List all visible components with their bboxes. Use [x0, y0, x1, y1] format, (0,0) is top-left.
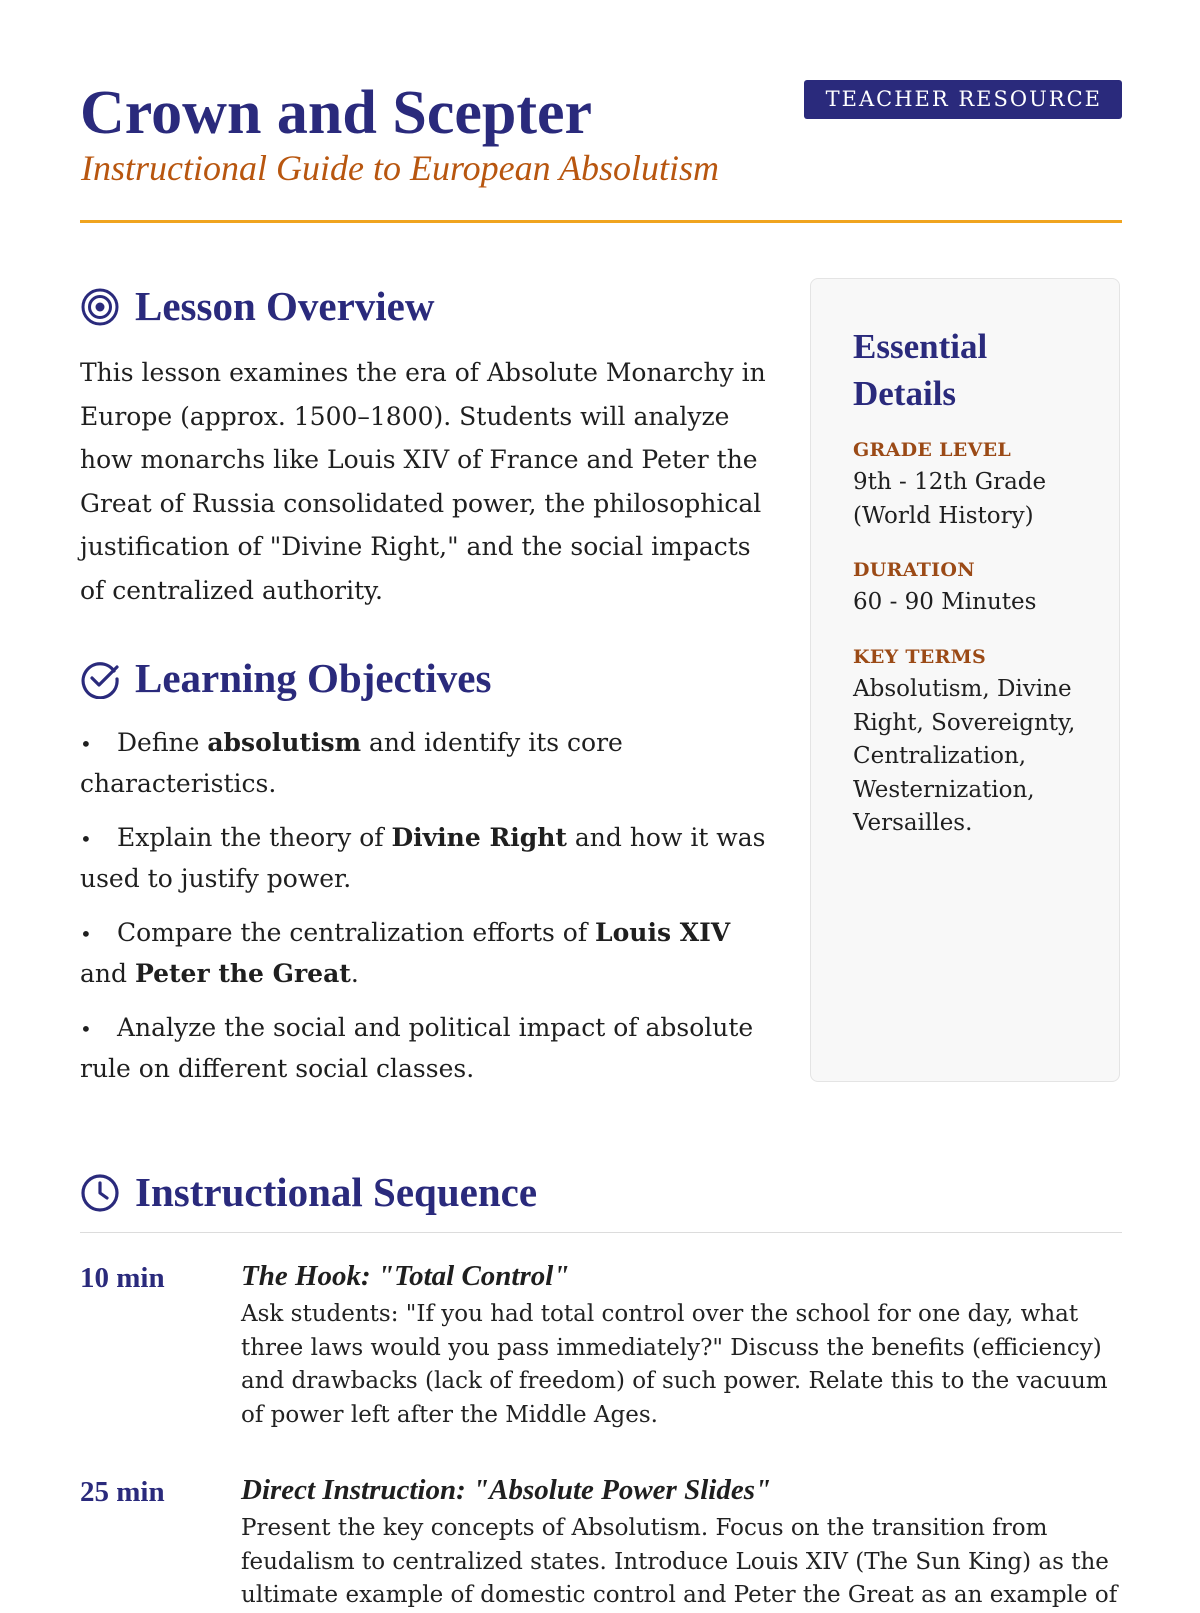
lesson-overview-heading	[80, 283, 435, 329]
learning-objectives-heading-text: Learning Objectives	[135, 655, 492, 701]
learning-objectives-list	[80, 723, 770, 1103]
check-circle-icon	[80, 659, 120, 699]
duration-label: DURATION	[853, 559, 975, 581]
instructional-sequence-heading-text: Instructional Sequence	[135, 1169, 538, 1215]
step-description: Present the key concepts of Absolutism. Focus on the transition from feudalism to centralized states. Introduce Louis XIV (The Sun King) as the ultimate example of domestic control and Peter the Great as an example of	[241, 1515, 1118, 1608]
objective-item: • Analyze the social and political impact of absolute rule on different social classes.	[80, 1013, 754, 1083]
page-title: Crown and Scepter	[80, 79, 593, 147]
page-subtitle: Instructional Guide to European Absolutism	[81, 148, 719, 188]
grade-level-label: GRADE LEVEL	[853, 439, 1012, 461]
sequence-divider	[80, 1232, 1122, 1233]
objective-item: • Compare the centralization efforts of Louis XIV and Peter the Great.	[80, 918, 731, 988]
step-description: Ask students: "If you had total control over the school for one day, what three laws would you pass immediately?" Discuss the benefits (efficiency) and drawbacks (lack of freedom) of such power. Relate this to the vacuum of power left after the Middle Ages.	[241, 1301, 1108, 1428]
key-terms-value: Absolutism, Divine Right, Sovereignty, Centralization, Westernization, Versailles.	[853, 676, 1076, 836]
step-time: 10 min	[80, 1262, 165, 1294]
objective-item: • Define absolutism and identify its core characteristics.	[80, 728, 623, 798]
teacher-resource-badge: TEACHER RESOURCE	[804, 80, 1122, 119]
lesson-overview-heading-text: Lesson Overview	[135, 283, 435, 329]
target-icon	[80, 287, 120, 327]
lesson-overview-text: This lesson examines the era of Absolute Monarchy in Europe (approx. 1500–1800). Students will analyze how monarchs like Louis XIV of France and Peter the Great of Russia consolidated power, the philosophical justification of "Divine Right," and the social impacts of centralized authority.	[80, 358, 766, 605]
learning-objectives-heading	[80, 655, 492, 701]
essential-details-card	[810, 278, 1120, 1082]
header-divider	[80, 220, 1122, 223]
grade-level-value: 9th - 12th Grade (World History)	[853, 469, 1047, 529]
step-title: The Hook: "Total Control"	[241, 1260, 570, 1292]
instructional-sequence-heading	[80, 1169, 538, 1215]
duration-value: 60 - 90 Minutes	[853, 589, 1037, 615]
step-time: 25 min	[80, 1476, 165, 1508]
objective-item: • Explain the theory of Divine Right and how it was used to justify power.	[80, 823, 766, 893]
step-title: Direct Instruction: "Absolute Power Slides"	[241, 1474, 772, 1506]
clock-icon	[80, 1173, 120, 1213]
essential-details-title: Essential Details	[853, 327, 988, 413]
key-terms-label: KEY TERMS	[853, 646, 987, 668]
